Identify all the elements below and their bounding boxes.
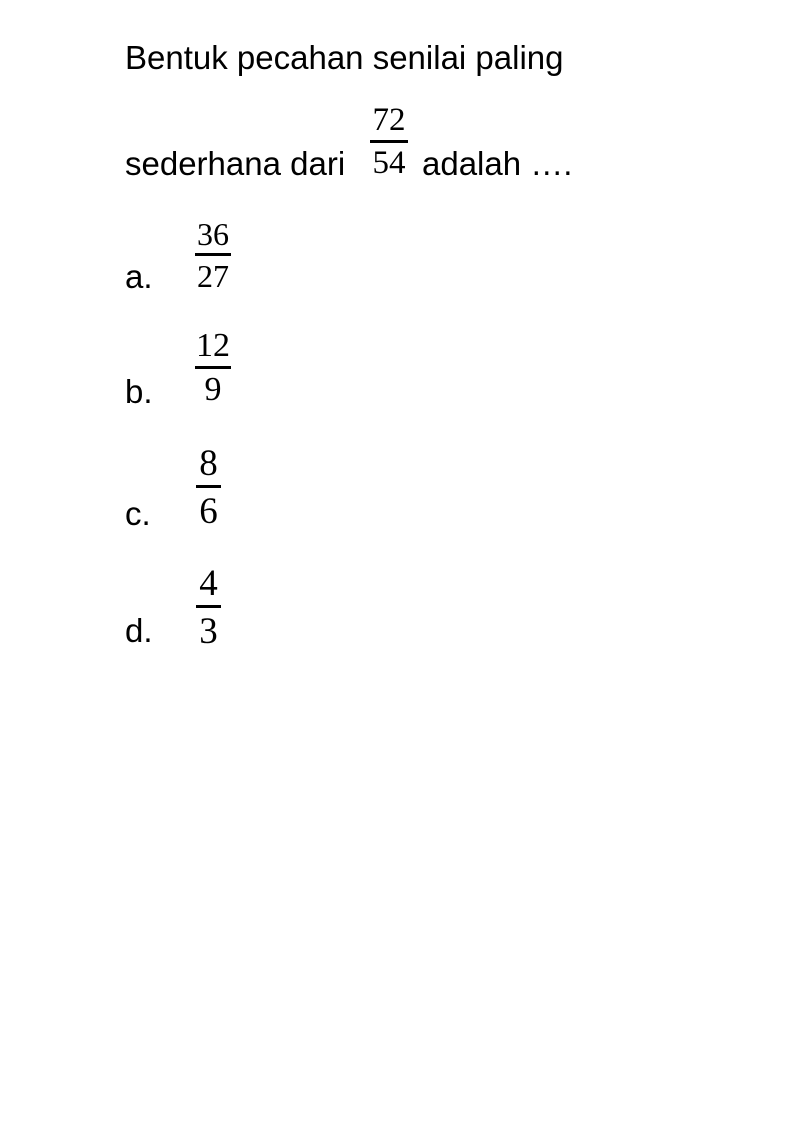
fraction-bar	[370, 140, 408, 143]
option-b-fraction	[195, 329, 231, 407]
option-a-denominator: 27	[197, 258, 229, 294]
question-line-2-end: adalah ….	[422, 145, 573, 182]
option-a-numerator: 36	[197, 216, 229, 252]
fraction-numerator: 72	[372, 102, 406, 138]
option-c-letter: c.	[125, 495, 151, 532]
option-b-denominator: 9	[204, 371, 222, 408]
option-b-letter: b.	[125, 373, 153, 410]
option-a-fraction	[195, 218, 231, 292]
option-d-fraction-bar	[196, 605, 221, 608]
fraction-denominator: 54	[372, 145, 406, 181]
option-c-denominator: 6	[199, 491, 218, 532]
option-d-numerator: 4	[199, 563, 218, 604]
option-c-numerator: 8	[199, 443, 218, 484]
option-d-letter: d.	[125, 612, 153, 649]
option-c-fraction-bar	[196, 485, 221, 488]
option-a-fraction-bar	[195, 253, 231, 256]
option-c-fraction	[196, 445, 221, 530]
option-d-fraction	[196, 565, 221, 650]
option-b-numerator: 12	[196, 327, 230, 364]
question-fraction	[370, 104, 408, 180]
question-line-2-start: sederhana dari	[125, 145, 346, 182]
option-a-letter: a.	[125, 258, 153, 295]
option-b-fraction-bar	[195, 366, 231, 369]
question-line-1: Bentuk pecahan senilai paling	[125, 39, 564, 76]
option-d-denominator: 3	[199, 611, 218, 652]
